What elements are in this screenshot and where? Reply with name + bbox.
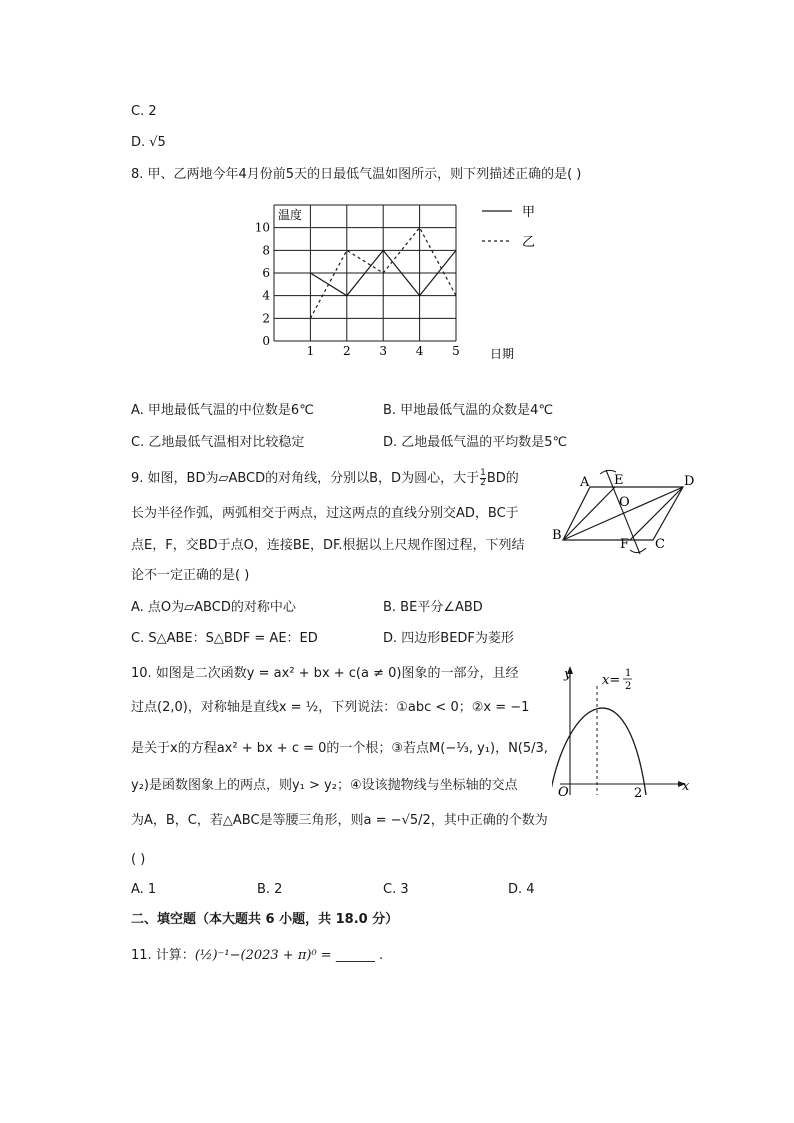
section-heading: 二、填空题（本大题共 6 小题，共 18.0 分） xyxy=(131,912,399,927)
q9-option-b: B. BE平分∠ABD xyxy=(383,600,483,615)
x-tick-label: 3 xyxy=(379,344,388,358)
q9-option-c: C. S△ABE：S△BDF = AE：ED xyxy=(131,631,318,646)
y-axis-label: 温度 xyxy=(278,208,303,222)
fig10-label-o: O xyxy=(558,785,569,800)
q8-option-c: C. 乙地最低气温相对比较稳定 xyxy=(131,435,305,450)
fig10-label-y: y xyxy=(564,667,572,682)
q8-option-b: B. 甲地最低气温的众数是4℃ xyxy=(383,403,554,418)
q11-answer-blank[interactable]: ______ xyxy=(335,948,375,963)
q10-option-c: C. 3 xyxy=(383,882,409,897)
x-tick-label: 5 xyxy=(452,344,460,358)
q9-line-1b: BD为▱ABCD的对角线，分别以B，D为圆心，大于 xyxy=(186,471,480,486)
q9-line-1a: 9. 如图， xyxy=(131,471,187,486)
q10-line-6: ( ) xyxy=(131,852,146,867)
legend-label: 乙 xyxy=(522,235,536,250)
y-tick-label: 0 xyxy=(262,334,270,348)
q9-line-4: 论不一定正确的是( ) xyxy=(131,568,250,583)
fig9-label-e: E xyxy=(614,473,624,488)
q9-half-den: 2 xyxy=(480,478,486,488)
q8-option-d: D. 乙地最低气温的平均数是5℃ xyxy=(383,435,568,450)
q11-expression: (½)⁻¹−(2023 + π)⁰ = xyxy=(194,948,332,963)
q10-parabola-figure xyxy=(552,660,694,802)
fig9-label-d: D xyxy=(684,474,695,489)
fig10-label-x: x xyxy=(682,779,690,794)
chart-legend xyxy=(482,205,535,250)
q9-line-1c: BD的 xyxy=(486,471,519,486)
q8-stem: 8. 甲、乙两地今年4月份前5天的日最低气温如图所示，则下列描述正确的是( ) xyxy=(131,167,582,182)
q10-option-b: B. 2 xyxy=(257,882,283,897)
fig10-axis-den: 2 xyxy=(625,681,632,692)
y-tick-label: 6 xyxy=(262,266,270,280)
x-tick-label: 1 xyxy=(306,344,315,358)
q11-line xyxy=(131,947,383,965)
q9-option-d: D. 四边形BEDF为菱形 xyxy=(383,631,514,646)
x-axis-label: 日期 xyxy=(490,347,515,361)
q9-parallelogram-figure xyxy=(550,462,700,557)
fig9-label-b: B xyxy=(552,528,562,543)
q10-option-d: D. 4 xyxy=(508,882,535,897)
q11-number: 11. 计算： xyxy=(131,948,195,963)
fig10-label-two: 2 xyxy=(634,786,643,801)
q8-temperature-chart xyxy=(250,195,550,370)
y-tick-label: 10 xyxy=(254,220,270,235)
q9-option-a: A. 点O为▱ABCD的对称中心 xyxy=(131,600,296,615)
q9-line-2: 长为半径作弧，两弧相交于两点，过这两点的直线分别交AD，BC于 xyxy=(131,506,519,521)
fig9-label-f: F xyxy=(620,537,630,552)
chart-labels xyxy=(255,207,514,361)
fig10-axis-label: x= xyxy=(602,673,621,688)
q10-line-4: y₂)是函数图象上的两点，则y₁ > y₂；④设该抛物线与坐标轴的交点 xyxy=(131,778,518,793)
prev-option-d: D. √5 xyxy=(131,135,166,150)
q10-line-2: 过点(2,0)，对称轴是直线x = ½，下列说法：①abc < 0；②x = −1 xyxy=(131,700,530,715)
q8-option-a: A. 甲地最低气温的中位数是6℃ xyxy=(131,403,314,418)
q10-line-1: 10. 如图是二次函数y = ax² + bx + c(a ≠ 0)图象的一部分，且经 xyxy=(131,666,519,681)
fig9-label-c: C xyxy=(655,537,665,552)
x-tick-label: 4 xyxy=(415,344,424,358)
q10-line-5: 为A，B，C，若△ABC是等腰三角形，则a = −√5/2，其中正确的个数为 xyxy=(131,813,548,828)
q9-line-1 xyxy=(131,469,519,488)
x-tick-label: 2 xyxy=(342,344,351,358)
prev-option-c: C. 2 xyxy=(131,104,157,119)
q9-half-num: 1 xyxy=(480,468,486,478)
q9-line-3: 点E，F，交BD于点O，连接BE，DF.根据以上尺规作图过程，下列结 xyxy=(131,538,525,553)
fig9-label-a: A xyxy=(580,475,590,490)
y-tick-label: 2 xyxy=(262,311,270,326)
q9-half-fraction xyxy=(480,469,486,488)
q10-option-a: A. 1 xyxy=(131,882,157,897)
q11-period: . xyxy=(378,948,384,963)
q10-line-3: 是关于x的方程ax² + bx + c = 0的一个根；③若点M(−⅓, y₁)，N(5/3, xyxy=(131,741,548,756)
fig10-axis-num: 1 xyxy=(625,668,632,679)
fig9-label-o: O xyxy=(619,495,630,510)
legend-label: 甲 xyxy=(522,205,536,220)
y-tick-label: 4 xyxy=(262,288,270,303)
y-tick-label: 8 xyxy=(262,243,270,258)
